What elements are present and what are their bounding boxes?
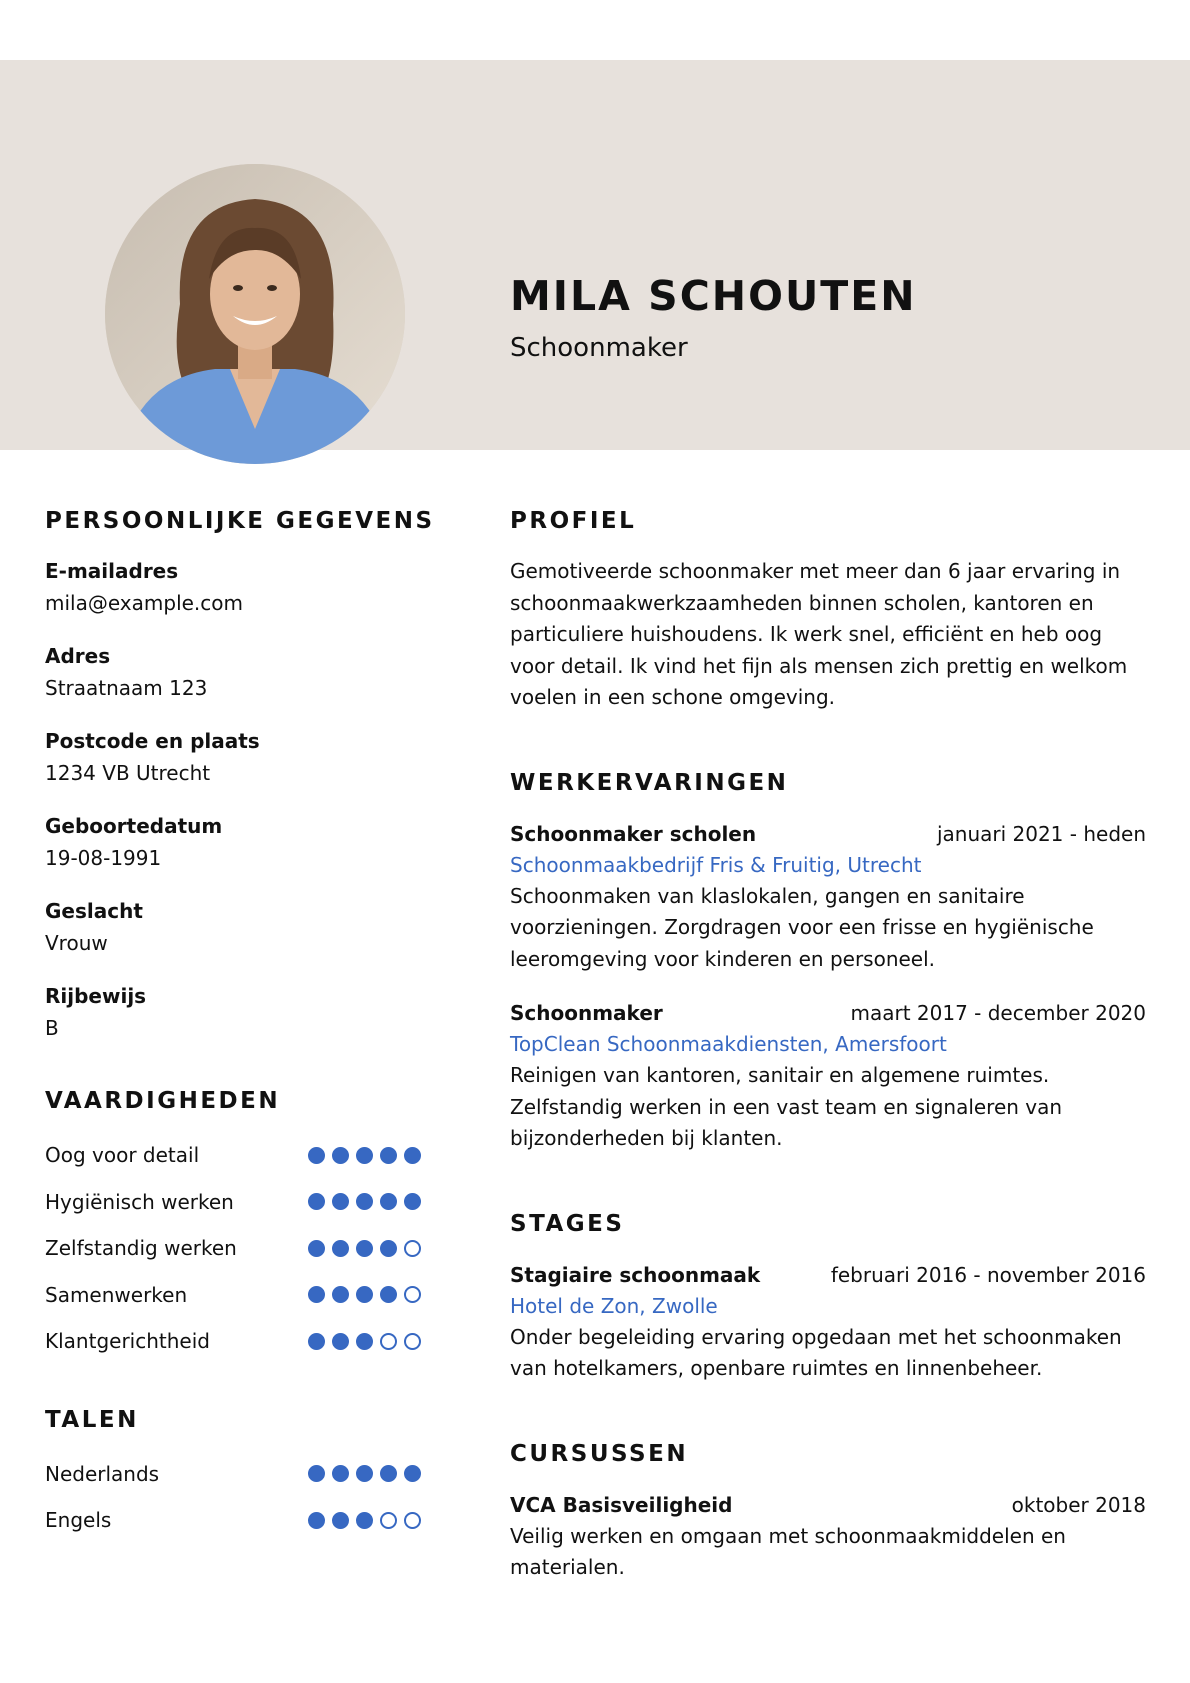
- personal-detail-email: [45, 556, 435, 619]
- language-label: Engels: [45, 1508, 112, 1533]
- detail-label: Rijbewijs: [45, 984, 147, 1008]
- skill-rating-dots: [308, 1333, 421, 1350]
- right-column: [510, 500, 1146, 1606]
- language-label: Nederlands: [45, 1461, 160, 1486]
- entry-organization: Schoonmaakbedrijf Fris & Fruitig, Utrecht: [510, 852, 922, 877]
- language-rating-dots: [308, 1465, 421, 1482]
- rating-dot-filled: [356, 1286, 373, 1303]
- personal-details-list: [45, 556, 435, 1044]
- rating-dot-filled: [380, 1286, 397, 1303]
- rating-dot-filled: [380, 1465, 397, 1482]
- entry-description: Veilig werken en omgaan met schoonmaakmiddelen en materialen.: [510, 1523, 1066, 1579]
- courses-list: [510, 1489, 1146, 1584]
- skill-row: [45, 1225, 421, 1272]
- skill-row: [45, 1272, 421, 1319]
- internships-list: [510, 1259, 1146, 1385]
- personal-detail-birthdate: [45, 811, 435, 874]
- rating-dot-empty: [404, 1240, 421, 1257]
- personal-detail-address: [45, 641, 435, 704]
- rating-dot-filled: [332, 1465, 349, 1482]
- experience-entry: [510, 818, 1146, 976]
- profile-photo: [105, 164, 405, 464]
- skill-rating-dots: [308, 1147, 421, 1164]
- rating-dot-filled: [308, 1147, 325, 1164]
- skill-label: Klantgerichtheid: [45, 1329, 210, 1354]
- detail-label: Postcode en plaats: [45, 729, 260, 753]
- language-row: [45, 1497, 421, 1544]
- skill-label: Zelfstandig werken: [45, 1236, 237, 1261]
- address-value: Straatnaam 123: [45, 676, 208, 700]
- rating-dot-filled: [356, 1240, 373, 1257]
- rating-dot-filled: [356, 1147, 373, 1164]
- skill-rating-dots: [308, 1286, 421, 1303]
- rating-dot-filled: [380, 1147, 397, 1164]
- entry-date: februari 2016 - november 2016: [830, 1262, 1146, 1287]
- entry-title: Stagiaire schoonmaak: [510, 1262, 761, 1287]
- rating-dot-filled: [332, 1333, 349, 1350]
- skill-label: Hygiënisch werken: [45, 1189, 234, 1214]
- header-band: [0, 60, 1190, 450]
- personal-detail-postal-city: [45, 726, 435, 789]
- profile-title: PROFIEL: [510, 508, 637, 534]
- entry-organization: Hotel de Zon, Zwolle: [510, 1293, 718, 1318]
- rating-dot-filled: [356, 1193, 373, 1210]
- rating-dot-filled: [332, 1147, 349, 1164]
- courses-section: [510, 1433, 1146, 1584]
- rating-dot-filled: [332, 1286, 349, 1303]
- personal-detail-gender: [45, 896, 435, 959]
- rating-dot-filled: [380, 1193, 397, 1210]
- license-value: B: [45, 1016, 59, 1040]
- language-rating-dots: [308, 1512, 421, 1529]
- language-row: [45, 1451, 421, 1498]
- rating-dot-filled: [356, 1512, 373, 1529]
- gender-value: Vrouw: [45, 931, 108, 955]
- rating-dot-empty: [404, 1286, 421, 1303]
- email-value: mila@example.com: [45, 591, 244, 615]
- candidate-name: MILA SCHOUTEN: [510, 272, 917, 320]
- rating-dot-filled: [356, 1465, 373, 1482]
- personal-detail-license: [45, 981, 435, 1044]
- rating-dot-filled: [308, 1333, 325, 1350]
- skill-label: Samenwerken: [45, 1282, 188, 1307]
- detail-label: Adres: [45, 644, 111, 668]
- rating-dot-empty: [380, 1333, 397, 1350]
- rating-dot-filled: [404, 1147, 421, 1164]
- rating-dot-filled: [380, 1240, 397, 1257]
- entry-description: Schoonmaken van klaslokalen, gangen en sanitaire voorzieningen. Zorgdragen voor een frisse en hygiënische leeromgeving voor kinderen en personeel.: [510, 883, 1094, 971]
- entry-title: VCA Basisveiligheid: [510, 1492, 733, 1517]
- languages-title: TALEN: [45, 1406, 139, 1433]
- entry-date: maart 2017 - december 2020: [850, 1001, 1146, 1025]
- experience-section: [510, 762, 1146, 1155]
- languages-list: [45, 1451, 435, 1544]
- detail-label: E-mailadres: [45, 559, 179, 583]
- birthdate-value: 19-08-1991: [45, 846, 162, 870]
- detail-label: Geboortedatum: [45, 814, 223, 838]
- left-column: [45, 500, 435, 1544]
- rating-dot-filled: [332, 1240, 349, 1257]
- entry-header: [510, 1489, 1146, 1521]
- course-entry: [510, 1489, 1146, 1584]
- languages-section: [45, 1399, 435, 1544]
- skill-label: Oog voor detail: [45, 1143, 200, 1168]
- rating-dot-filled: [404, 1193, 421, 1210]
- skills-section: [45, 1080, 435, 1365]
- skills-list: [45, 1132, 435, 1365]
- entry-header: [510, 1259, 1146, 1291]
- profile-photo-image: [105, 164, 405, 464]
- entry-date: oktober 2018: [1011, 1492, 1146, 1517]
- entry-title: Schoonmaker scholen: [510, 821, 757, 846]
- skill-row: [45, 1179, 421, 1226]
- courses-title: CURSUSSEN: [510, 1440, 689, 1467]
- rating-dot-filled: [404, 1465, 421, 1482]
- skills-title: VAARDIGHEDEN: [45, 1088, 281, 1114]
- entry-title: Schoonmaker: [510, 1001, 663, 1025]
- entry-header: [510, 818, 1146, 850]
- personal-details-section: [45, 500, 435, 1044]
- entry-description: Reinigen van kantoren, sanitair en algemene ruimtes. Zelfstandig werken in een vast team en signaleren van bijzonderheden bij klanten.: [510, 1063, 1063, 1150]
- skill-rating-dots: [308, 1193, 421, 1210]
- internships-title: STAGES: [510, 1210, 625, 1237]
- skill-rating-dots: [308, 1240, 421, 1257]
- detail-label: Geslacht: [45, 899, 143, 923]
- skill-row: [45, 1132, 421, 1179]
- job-title: Schoonmaker: [510, 333, 688, 363]
- personal-details-title: PERSOONLIJKE GEGEVENS: [45, 508, 435, 534]
- rating-dot-empty: [404, 1333, 421, 1350]
- rating-dot-empty: [404, 1512, 421, 1529]
- profile-section: [510, 500, 1146, 714]
- experience-list: [510, 818, 1146, 1155]
- rating-dot-filled: [356, 1333, 373, 1350]
- profile-text: Gemotiveerde schoonmaker met meer dan 6 jaar ervaring in schoonmaakwerkzaamheden binnen scholen, kantoren en particuliere huishoudens. Ik werk snel, efficiënt en heb oog voor detail. Ik vind het fijn als mensen zich prettig en welkom voelen in een schone omgeving.: [510, 559, 1128, 709]
- entry-header: [510, 997, 1146, 1029]
- entry-organization: TopClean Schoonmaakdiensten, Amersfoort: [510, 1032, 947, 1056]
- experience-title: WERKERVARINGEN: [510, 769, 789, 796]
- entry-date: januari 2021 - heden: [936, 821, 1146, 846]
- rating-dot-filled: [308, 1193, 325, 1210]
- rating-dot-filled: [332, 1193, 349, 1210]
- rating-dot-filled: [332, 1512, 349, 1529]
- rating-dot-empty: [380, 1512, 397, 1529]
- skill-row: [45, 1318, 421, 1365]
- experience-entry: [510, 997, 1146, 1155]
- internships-section: [510, 1203, 1146, 1385]
- rating-dot-filled: [308, 1512, 325, 1529]
- postal-city-value: 1234 VB Utrecht: [45, 761, 211, 785]
- rating-dot-filled: [308, 1240, 325, 1257]
- entry-description: Onder begeleiding ervaring opgedaan met het schoonmaken van hotelkamers, openbare ruimtes en linnenbeheer.: [510, 1324, 1122, 1380]
- rating-dot-filled: [308, 1286, 325, 1303]
- rating-dot-filled: [308, 1465, 325, 1482]
- internship-entry: [510, 1259, 1146, 1385]
